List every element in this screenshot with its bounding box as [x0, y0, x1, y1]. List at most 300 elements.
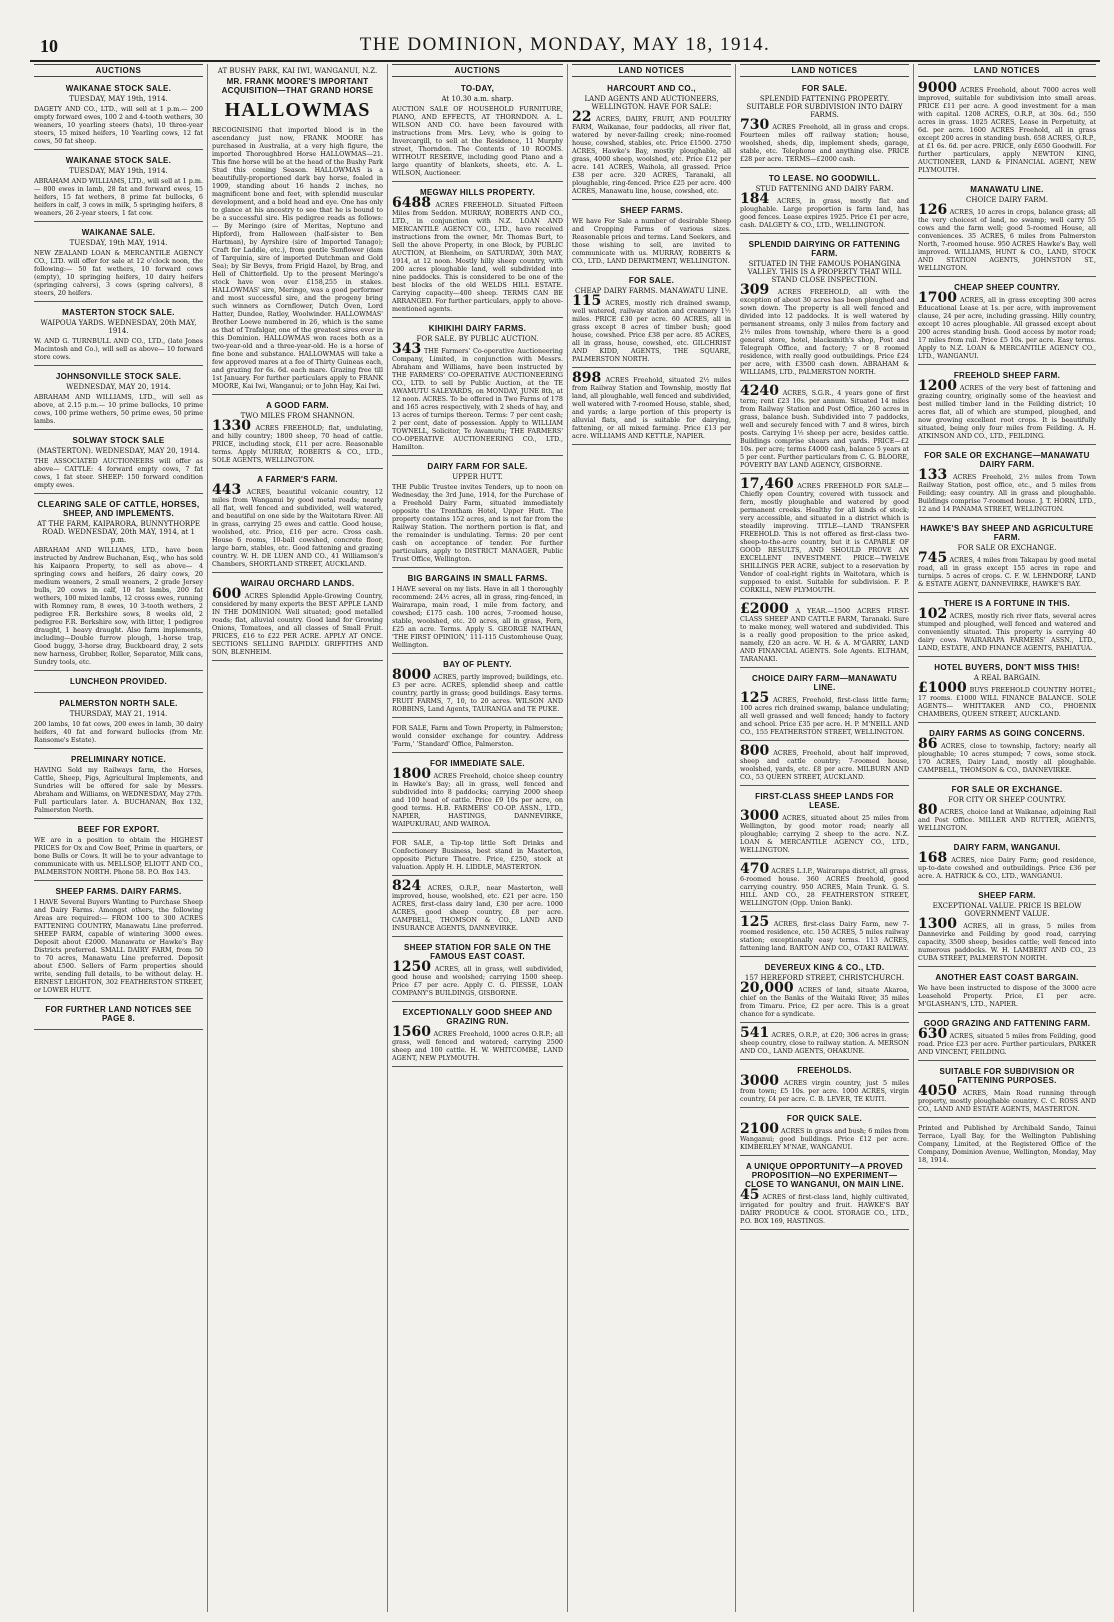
ad-body	[918, 606, 1096, 652]
columns	[30, 64, 1100, 1612]
acreage-figure: £2000	[740, 601, 789, 617]
ad-subtitle: 157 HEREFORD STREET, CHRISTCHURCH.	[744, 974, 905, 982]
ad-title: DAIRY FARM FOR SALE.	[427, 462, 528, 471]
ad-title: LUNCHEON PROVIDED.	[70, 677, 167, 686]
ad-title: SHEEP STATION FOR SALE ON THE FAMOUS EAST COAST.	[404, 943, 551, 961]
ad-body	[392, 585, 563, 649]
ad-title: MANAWATU LINE.	[970, 185, 1044, 194]
acreage-figure: 184	[740, 191, 770, 207]
ad-title: WAIKANAE SALE.	[81, 228, 156, 237]
classified-advert	[918, 521, 1096, 593]
ad-subtitle: EXCEPTIONAL VALUE. PRICE IS BELOW GOVERNMENT VALUE.	[932, 902, 1082, 918]
ad-title: FOR QUICK SALE.	[786, 1114, 863, 1123]
ad-text: ACRES, situated about 25 miles from Wellington, by good motor road; nearly all ploughable; carrying 2 sheep to the acre. N.Z. LOAN & MERCANTILE AGENCY CO., LTD., WELLINGTON.	[740, 814, 909, 854]
ad-body	[34, 766, 203, 814]
ad-text: ACRES Freehold, situated 2½ miles from Railway Station and Township, mostly flat land, all ploughable, well fenced and subdivided, well watered with 7-roomed House, stable, shed, and yards; a large portion of this property is alluvial flats, and is suitable for dairying, fattening, or all mixed farming. Price £13 per acre. WILLIAMS AND KETTLE, NAPIER.	[572, 376, 731, 440]
ad-text: ACRES, first-class Dairy Farm, new 7-roomed residence, etc. 150 ACRES, 5 miles railway station; exceptionally easy terms. 113 ACRES, fattening land. BARTON AND CO., OTAKI RAILWAY.	[740, 920, 909, 952]
ad-body	[740, 690, 909, 736]
ad-title: SPLENDID DAIRYING OR FATTENING FARM.	[748, 240, 901, 258]
ad-text: ACRES Splendid Apple-Growing Country, considered by many experts the BEST APPLE LAND IN THE DOMINION. Well situated; good metalled roads; flat, alluvial country. Good land for Growing Onions, Tomatoes, and all classes of Small Fruit. PRICES, £16 to £22 PER ACRE. APPLY AT ONCE. SECTIONS SELLING RAPIDLY. GRIFFITHS AND SON, BLENHEIM.	[212, 592, 383, 656]
acreage-figure: 443	[212, 482, 242, 498]
acreage-figure: 168	[918, 850, 948, 866]
page-number: 10	[40, 36, 58, 56]
section-heading: LAND NOTICES	[740, 64, 909, 77]
classified-advert	[392, 940, 563, 1002]
classified-advert	[918, 970, 1096, 1013]
ad-text: ACRES of the very best of fattening and grazing country, originally some of the heaviest and best milled timber land in the Feilding district; 10 acres flat, all of which are stumped, ploughed, and now growing excellent root crops. It is beautifully situated, being only four miles from Feilding. A. H. ATKINSON AND CO., LTD., FEILDING.	[918, 384, 1096, 440]
classified-advert	[918, 1121, 1096, 1169]
classified-advert	[392, 756, 563, 833]
classified-advert	[918, 368, 1096, 445]
ad-text: ACRES Freehold, 1000 acres O.R.P.; all grass, well fenced and watered; carrying 2500 sheep and 100 cattle. H. W. WHITCOMBE, LAND AGENT, NEW PLYMOUTH.	[392, 1030, 563, 1062]
ad-text: ACRES, 4 miles from Takapau by good metal road, all in grass except 155 acres in rape and turnips. 5 acres of crops. C. F. W. LEHNDORF, LAND & ESTATE AGENT, DANNEVIRKE, HAWKE'S BAY.	[918, 556, 1096, 588]
classified-advert	[34, 674, 203, 693]
ad-title: PRELIMINARY NOTICE.	[70, 755, 167, 764]
acreage-figure: 470	[740, 861, 770, 877]
ad-title: MASTERTON STOCK SALE.	[62, 308, 175, 317]
classified-advert	[740, 915, 909, 957]
classified-advert	[34, 1002, 203, 1030]
ad-text: ACRES FREEHOLD. Situated Fifteen Miles from Seddon. MURRAY, ROBERTS AND CO., LTD., in conjunction with N.Z. LOAN AND MERCANTILE AGENCY CO., LTD., have received instructions from the owner, Mr. Thomas Burt, to Sell the above Property, in one Block, by PUBLIC AUCTION, at Blenheim, on SATURDAY, 30th MAY, 1914, at 12 noon. Mostly hilly sheep country, with 200 acres ploughable land, well subdivided into nine paddocks. This is considered to be one of the best blocks of the old WELDS HILL ESTATE. Carrying capacity—400 sheep. TERMS CAN BE ARRANGED. For further particulars, apply to above-mentioned agents.	[392, 201, 563, 313]
ad-body	[34, 177, 203, 217]
ad-body	[918, 680, 1096, 718]
ad-body	[572, 370, 731, 440]
classified-advert	[740, 671, 909, 741]
classified-advert	[212, 398, 383, 469]
ad-text: ACRES FREEHOLD; flat, undulating, and hilly country; 1800 sheep, 70 head of cattle. PRICE, including stock, £11 per acre. Reasonable terms. Apply MURRAY, ROBERTS & CO., LTD., SOLE AGENTS, WELLINGTON.	[212, 424, 383, 464]
acreage-figure: 17,460	[740, 476, 794, 492]
ad-text: ACRES, all in grass, well subdivided, good house and woolshed; carrying 1500 sheep. Price £7 per acre. Apply C. G. PIESSE, LOAN COMPANY'S BUILDINGS, GISBORNE.	[392, 965, 563, 997]
ad-text: THE Public Trustee invites Tenders, up to noon on Wednesday, the 3rd June, 1914, for the Purchase of a Freehold Dairy Farm, situated immediately opposite the Trentham Hotel, Upper Hutt. The property contains 152 acres, and is not far from the Railway Station. The northern portion is flat, and the remainder is undulating. Terms: 20 per cent cash on acceptance of tender. For further particulars, apply to DISTRICT MANAGER, Public Trust Office, Wellington.	[392, 483, 563, 563]
classified-advert	[34, 225, 203, 302]
ad-text: ACRES, beautiful volcanic country, 12 miles from Wanganui by good metal roads; nearly all flat, well fenced and subdivided, well watered, and beautiful on one side by the Waitotara River. All in grass, carrying 25 ewes and cattle. Good house, woolshed, etc. Price, £16 per acre. Cross cash. House 6 rooms, 10-ball cowshed, concrete floor, large barn, stables, etc. Good fattening and grazing country. W. H. DE LUEN AND CO., 41 Williamson's Chambers, SHORTLAND STREET, AUCKLAND.	[212, 488, 383, 568]
ad-text: ACRES Freehold, about 7000 acres well improved, suitable for subdivision into small areas. PRICE £11 per acre. A good investment for a man with capital. 1208 ACRES, O.R.P., at 30s. 6d.; 550 acres in grass. 1025 ACRES, Lease in Perpetuity, at 6d. per acre. 1600 ACRES Freehold, all in grass except 200 acres in standing bush. 658 ACRES, O.R.P., at £1 6s. 6d. per acre. PRICE, only £650 Goodwill. For further particulars, apply NEWTON KING, AUCTIONEER, LAND & FINANCIAL AGENT, NEW PLYMOUTH.	[918, 86, 1096, 174]
ad-body	[740, 980, 909, 1018]
ad-title: DAIRY FARMS AS GOING CONCERNS.	[929, 729, 1085, 738]
classified-advert	[740, 744, 909, 786]
ad-title: DEVEREUX KING & CO., LTD.	[764, 963, 885, 972]
ad-title: A UNIQUE OPPORTUNITY—A PROVED PROPOSITION—NO EXPERIMENT—CLOSE TO WANGANUI, ON MAIN LINE.	[745, 1162, 904, 1189]
ad-subtitle: LAND AGENTS AND AUCTIONEERS, WELLINGTON. HAVE FOR SALE:	[584, 95, 719, 111]
ad-title: WAIKANAE STOCK SALE.	[65, 84, 172, 93]
ad-subtitle: TUESDAY, MAY 19th, 1914.	[69, 95, 168, 103]
ad-text: Printed and Published by Archibald Sando, Tainui Terrace, Lyall Bay, for the Wellington Publishing Company, Limited, at the Registered Office of the Company, Dominion Avenue, Wellington, Monday, May 18, 1914.	[918, 1124, 1096, 1164]
acreage-figure: 125	[740, 690, 770, 706]
ad-body	[918, 80, 1096, 174]
acreage-figure: 1700	[918, 290, 957, 306]
ad-title: FREEHOLD SHEEP FARM.	[953, 371, 1061, 380]
ad-title: FIRST-CLASS SHEEP LANDS FOR LEASE.	[755, 792, 894, 810]
classified-advert	[392, 81, 563, 182]
classified-advert	[34, 884, 203, 999]
section-heading: LAND NOTICES	[918, 64, 1096, 77]
ad-body: RECOGNISING that imported blood is in the ascendancy just now, FRANK MOORE has purchased in Australia, at a very high figure, the imported Thoroughbred Horse HALLOWMAS—21. This fine horse will be at the head of the Bushy Park Stud this coming Season. HALLOWMAS is a beautifully-proportioned dark bay horse, foaled in 1909, standing about 16 hands 2 inches, no magnificent bone and feet, with splendid muscular development, and a bold head and eye. One has only to glance at his ancestry to see that he is bound to be a successful sire. His pedigree reads as follows:— By Meringo (sire of Meritas, Neptuno and Hipford), from Halloween (half-sister to Ben Hartman), by Ayrshire (sire of Imported Tanago); Craft for Laddie, etc.), from gentle Sunflower (dam of Tarquinia, sire of imported Dutchman and Gold Sea); by Sir Bevys, from Frigid Hazel, by Brag, and Hell of Chitterfield. Up to the present Meringo's stock have won over £158,255 in stakes. HALLOWMAS' sire, Meringo, was a good performer and most successful sire, and the progeny bring such winners as Cornflower, Dutch Oven, Lord Hatter, Dundee, Ratley, Woolwinder. HALLOWMAS' Brother Loewe numbered in 26, which is the same as that of Trafalgar, one of the greatest sires ever in this Dominion. HALLOWMAS won races both as a two-year-old and a three-year-old. He is a horse of fine bone and substance. HALLOWMAS will take a few approved mares at a fee of Thirty Guineas each, and grazing for 6s. 6d. each mare. Grazing free till 1st January. For further particulars apply to FRANK MOORE, Kai Iwi, Wanganui; or to John Hay, Kai Iwi.	[212, 126, 383, 390]
acreage-figure: 115	[572, 293, 602, 309]
ad-subtitle: TWO MILES FROM SHANNON.	[240, 412, 355, 420]
ad-subtitle: CHOICE DAIRY FARM.	[966, 196, 1048, 204]
ad-title: FREEHOLDS.	[797, 1066, 852, 1075]
classified-advert	[740, 1026, 909, 1060]
ad-text: DAGETY AND CO., LTD., will sell at 1 p.m.— 200 empty forward ewes, 100 2 and 4-tooth wethers, 30 weaners, 10 yearling steers (hats), 10 three-year steers, 15 mixed heifers, 10 Yearling cows, 12 fat cows, 50 fat sheep.	[34, 105, 203, 145]
ad-subtitle: STUD FATTENING AND DAIRY FARM.	[755, 185, 894, 193]
classified-advert	[392, 1005, 563, 1067]
ad-title: CHOICE DAIRY FARM—MANAWATU LINE.	[752, 674, 897, 692]
ad-title: JOHNSONVILLE STOCK SALE.	[55, 372, 182, 381]
ad-text: WE are in a position to obtain the HIGHEST PRICES for Ox and Cow Beef, Prime in quarters, or bone Bulls or Cows. It will be to your advantage to communicate with us. MELLSOP, ELIOTT AND CO., PALMERSTON NORTH. Phone 58. P.O. Box 143.	[34, 836, 203, 876]
ad-body	[572, 217, 731, 265]
ad-body	[34, 337, 203, 361]
classified-advert	[34, 822, 203, 881]
acreage-figure: 541	[740, 1025, 770, 1041]
classified-advert	[34, 497, 203, 671]
hallowmas-advert	[212, 64, 383, 395]
ad-text: ACRES of land, situate Akaroa, chief on the Banks of the Waitaki River, 35 miles from Timaru. Price, £2 per acre. This is a great chance for a syndicate.	[740, 986, 909, 1018]
acreage-figure: 630	[918, 1026, 948, 1042]
ad-body	[572, 109, 731, 195]
ad-body	[918, 984, 1096, 1008]
ad-body	[740, 282, 909, 376]
column-land-notices-3	[914, 64, 1100, 1612]
acreage-figure: 125	[740, 914, 770, 930]
classified-advert	[212, 576, 383, 661]
ad-title: PALMERSTON NORTH SALE.	[59, 699, 178, 708]
classified-advert	[740, 789, 909, 859]
ad-text: ACRES L.I.P., Wairarapa district, all grass, 6-roomed house. 360 ACRES freehold, good carrying country. 950 ACRES, Main Trunk. G. S. HILL AND CO., 28 FEATHERSTON STREET, WELLINGTON (Opp. Union Bank).	[740, 867, 909, 907]
ad-title: SHEEP FARM.	[978, 891, 1036, 900]
ad-text: ACRES, Freehold, first-class little farm; 100 acres rich drained swamp, balance undulating; all well grassed and well fenced; handy to factory and school. Price £35 per acre. H. P. M'NEILL AND CO., 155 FEATHERSTON STREET, WELLINGTON.	[740, 696, 909, 736]
ad-text: I HAVE several on my lists. Have in all 1 thoroughly recommend: 24½ acres, all in grass, ring-fenced, in Wairarapa, main road, 1 mile from factory, and cowshed; £175 cash. 100 acres, 7-roomed house, stable, woolshed, etc. 20 acres, all in grass, Fern, £25 an acre. Terms. Apply S. GEORGE NATHAN, 'THE FIRST OPINION,' 111-115 Customhouse Quay, Wellington.	[392, 585, 563, 649]
classified-advert	[392, 836, 563, 876]
ad-body	[34, 249, 203, 297]
ad-text: ABRAHAM AND WILLIAMS, LTD., have been instructed by Andrew Buchanan, Esq., who has sold his Kaipaora Property, to sell as above— 4 springing cows and heifers, 26 dairy cows, 20 medium weaners, 2 small weaners, 2 grade Jersey bulls, 20 cows in calf, 10 fat lambs, 200 fat wethers, 100 mixed lambs, 12 crosss ewes, running with Romney ram, 8 ewes, 10 3-tooth wethers, 2 pedigree F.R. Berkshire sows, 8 weeks old, 2 pedigree F.R. Berkshire sow, with litter, 1 pedigree draught, 1 heavy draught. Also farm implements, including—Double furrow plough, 1-horse trap, Good buggy, 3-horse dray, Buckboard dray, 2 sets new harness, Grubber, Roller, Separator, Milk cans, Sundry tools, etc.	[34, 546, 203, 666]
section-heading: LAND NOTICES	[572, 64, 731, 77]
classified-advert	[918, 280, 1096, 365]
classified-advert	[740, 1159, 909, 1230]
ad-title: WAIKANAE STOCK SALE.	[65, 156, 172, 165]
ad-title: FOR SALE OR EXCHANGE.	[951, 785, 1063, 794]
ad-title: ANOTHER EAST COAST BARGAIN.	[935, 973, 1079, 982]
ad-title: DAIRY FARM, WANGANUI.	[953, 843, 1061, 852]
ad-text: ACRES Freehold, all in grass and crops. Fourteen miles off railway station; house, woolshed, sheds, dip, implement sheds, garage, stable, etc. Telephone and anything else. PRICE £28 per acre. TERMS—£2000 cash.	[740, 123, 909, 163]
ad-subtitle: FOR CITY OR SHEEP COUNTRY.	[948, 796, 1066, 804]
ad-text: ACRES, partly improved; buildings, etc. £3 per acre. ACRES, splendid sheep and cattle country, partly in grass; good buildings. Easy terms. FRUIT FARMS, 7, 10, to 20 acres. WILSON AND ROBBINS, Land Agents, TAURANGA and TE PUKE.	[392, 673, 563, 713]
classified-advert	[392, 459, 563, 568]
ad-text: ABRAHAM AND WILLIAMS, LTD., will sell as above, at 2.15 p.m.— 10 prime bullocks, 10 prime cows, 100 prime wethers, 50 prime ewes, 50 prime lambs.	[34, 393, 203, 425]
ad-title: FOR SALE OR EXCHANGE—MANAWATU DAIRY FARM.	[924, 451, 1090, 469]
ad-body	[918, 550, 1096, 588]
classified-advert	[918, 81, 1096, 179]
ad-text: ACRES, close to township, factory; nearly all ploughable; 10 acres stumped; 7 cows, some stock. 170 ACRES, Dairy Land, mostly all ploughable. CAMPBELL, THOMSON & CO., DANNEVIRKE.	[918, 742, 1096, 774]
classified-advert	[34, 81, 203, 150]
ad-title: WAIRAU ORCHARD LANDS.	[240, 579, 355, 588]
ad-title: SOLWAY STOCK SALE	[72, 436, 165, 445]
acreage-figure: 80	[918, 802, 938, 818]
classified-advert	[392, 185, 563, 318]
classified-advert	[918, 1016, 1096, 1061]
ad-subtitle: FOR SALE OR EXCHANGE.	[957, 544, 1057, 552]
classified-advert	[392, 321, 563, 456]
ad-subtitle: (MASTERTON). WEDNESDAY, MAY 20, 1914.	[36, 447, 201, 455]
ad-subtitle: TUESDAY, MAY 19th, 1914.	[69, 167, 168, 175]
ad-text: ACRES, O.R.P., at £20; 306 acres in grass; sheep country, close to railway station. A. MERSON AND CO., LAND AGENTS, OHAKUNE.	[740, 1031, 909, 1055]
acreage-figure: 6488	[392, 195, 431, 211]
ad-text: ACRES FREEHOLD, all with the exception of about 30 acres has been ploughed and sown down. The property is all well fenced and divided into 12 paddocks. It is well watered by permanent streams, only 3 miles from factory and 2½ miles from township, where there is a good general store, hotel, blacksmith's shop, Post and Telegraph Office, and factory; 7 or 8 roomed residence, with really good outbuildings. Price £24 per acre, with £3500 cash down. ABRAHAM & WILLIAMS, LTD., PALMERSTON NORTH.	[740, 288, 909, 376]
ad-text: ACRES, Main Road running through property, mostly ploughable country. C. C. ROSS AND CO., LAND AND ESTATE AGENTS, MASTERTON.	[918, 1089, 1096, 1113]
classified-advert	[740, 171, 909, 234]
ad-subtitle: SPLENDID FATTENING PROPERTY. SUITABLE FOR SUBDIVISION INTO DAIRY FARMS.	[746, 95, 903, 119]
ad-body	[918, 378, 1096, 440]
classified-advert	[740, 477, 909, 599]
ad-body	[740, 914, 909, 952]
classified-advert	[918, 660, 1096, 723]
acreage-figure: 3000	[740, 808, 779, 824]
ad-text: ACRES, choice land at Waikanae, adjoining Rail and Post Office. MILLER AND RUTTER, AGENTS, WELLINGTON.	[918, 808, 1096, 832]
ad-subtitle: A REAL BARGAIN.	[973, 674, 1041, 682]
acreage-figure: 8000	[392, 667, 431, 683]
ad-body	[918, 202, 1096, 272]
ad-title: FOR SALE.	[628, 276, 675, 285]
classified-advert	[392, 721, 563, 753]
ad-body	[34, 105, 203, 145]
ad-title: BIG BARGAINS IN SMALL FARMS.	[407, 574, 548, 583]
classified-advert	[740, 1111, 909, 1156]
ad-body	[392, 195, 563, 313]
classified-advert	[572, 203, 731, 270]
ad-text: ACRES, situated 5 miles from Feilding, good road. Price £23 per acre. Further particulars, PARKER AND VINCENT, FEILDING.	[918, 1032, 1096, 1056]
ad-location: AT BUSHY PARK, KAI IWI, WANGANUI, N.Z.	[217, 67, 378, 75]
ad-text: AUCTION SALE OF HOUSEHOLD FURNITURE, PIANO, AND EFFECTS, AT THORNDON. A. L. WILSON AND CO. have been favoured with instructions from Mrs. Levy, who is going to Invercargill, to sell at the Residence, 11 Murphy street, Thorndon. The Contents of 10 ROOMS. WITHOUT RESERVE, including good Piano and a large quantity of blankets, sheets, etc. A. L. WILSON, Auctioneer.	[392, 105, 563, 177]
ad-text: ACRES Freehold, choice sheep country in Hawke's Bay; all in grass, well fenced and subdivided into 8 paddocks; carrying 2000 sheep and 100 head of cattle. Price £9 10s per acre, on good terms. H.B. FARMERS' CO-OP. ASSN., LTD., NAPIER, HASTINGS, DANNEVIRKE, WAIPUKURAU, AND WAIROA.	[392, 772, 563, 828]
classified-advert	[34, 696, 203, 749]
ad-body	[392, 839, 563, 871]
column-auctions-2	[388, 64, 568, 1612]
ad-body	[34, 457, 203, 489]
classified-advert	[34, 153, 203, 222]
ad-body	[212, 586, 383, 656]
classified-advert	[572, 81, 731, 200]
classified-advert	[740, 602, 909, 668]
ad-body	[740, 476, 909, 594]
ad-subtitle: THURSDAY, MAY 21, 1914.	[69, 710, 168, 718]
ad-title: CHEAP SHEEP COUNTRY.	[954, 283, 1060, 292]
ad-subtitle: SITUATED IN THE FAMOUS POHANGINA VALLEY. THIS IS A PROPERTY THAT WILL STAND CLOSE INSPECTION.	[747, 260, 902, 284]
ad-body	[392, 724, 563, 748]
classified-advert	[918, 888, 1096, 967]
acreage-figure: 898	[572, 370, 602, 386]
classified-advert	[572, 273, 731, 368]
classified-advert	[740, 862, 909, 912]
classified-advert	[918, 448, 1096, 518]
ad-text: We have been instructed to dispose of the 3000 acre Leasehold Property. Price, £1 per acre. M'GLASHAN'S, LTD., NAPIER.	[918, 984, 1096, 1008]
acreage-figure: 1330	[212, 418, 251, 434]
classified-advert	[34, 305, 203, 366]
ad-text: HAVING Sold my Railways farm, the Horses, Cattle, Sheep, Pigs, Agricultural Implements, and Sundries will be offered for sale by Messrs. Abraham and Williams, on WEDNESDAY, May 27th. Full particulars later. A. BUCHANAN, Box 132, Palmerston North.	[34, 766, 203, 814]
acreage-figure: 1300	[918, 916, 957, 932]
ad-subtitle: FOR SALE. BY PUBLIC AUCTION.	[416, 335, 539, 343]
ad-title: FOR IMMEDIATE SALE.	[430, 759, 525, 768]
ad-subtitle: TUESDAY, 19th MAY, 1914.	[69, 239, 168, 247]
ad-text: ACRES, S.G.R., 4 years gone of first term; rent £23 10s. per annum. Situated 14 miles from Railway Station and Post Office, 260 acres in grass, balance bush. Subdivided into 7 paddocks, well and securely fenced with 7 and 8 wires, birch posts. Carrying 1½ sheep per acre, besides cattle. Buildings comprise shears and yards. PRICE—£2 10s. per acre; terms £4000 cash, balance 5 years at 5 per cent. Further particulars from C. G. BLOORE, POVERTY BAY LAND AGENCY, GISBORNE.	[740, 389, 909, 469]
ad-body	[740, 383, 909, 469]
ad-body	[34, 720, 203, 744]
classified-advert	[392, 571, 563, 654]
ad-body	[918, 802, 1096, 832]
ad-body	[918, 736, 1096, 774]
acreage-figure: 1560	[392, 1024, 431, 1040]
ad-text: ACRES in grass and bush; 6 miles from Wanganui; good buildings. Price £12 per acre. KIMBERLEY M'NAE, WANGANUI.	[740, 1127, 909, 1151]
classified-advert	[212, 472, 383, 573]
classified-advert	[740, 384, 909, 474]
acreage-figure: 309	[740, 282, 770, 298]
acreage-figure: 86	[918, 736, 938, 752]
ad-title: CLEARING SALE OF CATTLE, HORSES, SHEEP, AND IMPLEMENTS.	[37, 500, 200, 518]
classified-advert	[392, 879, 563, 937]
ad-body	[740, 191, 909, 229]
ad-body	[918, 850, 1096, 880]
ad-body	[212, 482, 383, 568]
acreage-figure: 824	[392, 878, 422, 894]
ad-text: ACRES, O.R.P., near Masterton, well improved, house, woolshed, etc. £21 per acre. 150 ACRES, first-class dairy land, £30 per acre. 1000 ACRES, good sheep country, £8 per acre. CAMPBELL, THOMSON & CO., LAND AND INSURANCE AGENTS, DANNEVIRKE.	[392, 884, 563, 932]
ad-title: THERE IS A FORTUNE IN THIS.	[943, 599, 1071, 608]
acreage-figure: 9000	[918, 80, 957, 96]
acreage-figure: £1000	[918, 680, 967, 696]
acreage-figure: 126	[918, 202, 948, 218]
classified-advert	[34, 752, 203, 819]
acreage-figure: 343	[392, 341, 422, 357]
ad-body	[918, 1083, 1096, 1113]
ad-title: KIHIKIHI DAIRY FARMS.	[428, 324, 527, 333]
ad-body	[392, 341, 563, 451]
acreage-figure: 730	[740, 117, 770, 133]
section-heading: AUCTIONS	[34, 64, 203, 77]
ad-body	[34, 898, 203, 994]
classified-advert	[34, 369, 203, 430]
classified-advert	[572, 371, 731, 445]
ad-body	[212, 418, 383, 464]
ad-text: W. AND G. TURNBULL AND CO., LTD., (late Jones Macintosh and Co.), will sell as above— 10 forward store cows.	[34, 337, 203, 361]
ad-title: A GOOD FARM.	[266, 401, 329, 410]
ad-body	[34, 546, 203, 666]
ad-text: ACRES, nice Dairy Farm; good residence, up-to-date cowshed and outbuildings. Price £36 per acre. A. HATRICK & CO., LTD., WANGANUI.	[918, 856, 1096, 880]
classified-advert	[392, 657, 563, 718]
classified-advert	[918, 596, 1096, 657]
ad-body	[572, 293, 731, 363]
ad-text: A YEAR.—1500 ACRES FIRST-CLASS SHEEP AND CATTLE FARM, Taranaki. Sure to make money, well watered and subdivided. This is a really good proposition to the price asked, namely, £20 an acre. W. H. & A. M'GARRY, LAND AND FINANCIAL AGENTS. Sole Agents. ELTHAM, TARANAKI.	[740, 607, 909, 663]
ad-subtitle: CHEAP DAIRY FARMS. MANAWATU LINE.	[575, 287, 728, 295]
ad-title: SUITABLE FOR SUBDIVISION OR FATTENING PURPOSES.	[939, 1067, 1075, 1085]
ad-title: GOOD GRAZING AND FATTENING FARM.	[923, 1019, 1091, 1028]
classified-advert	[918, 1064, 1096, 1118]
ad-body	[392, 766, 563, 828]
ad-title: BAY OF PLENTY.	[443, 660, 512, 669]
ad-body	[918, 1124, 1096, 1164]
ad-text: NEW ZEALAND LOAN & MERCANTILE AGENCY CO., LTD. will offer for sale at 12 o'clock noon, the following:— 50 fat wethers, 10 forward cows (empty), 10 springing heifers, 10 dairy heifers (springing calvers), 3 cows (spring calvers), 8 steers, 20 heifers.	[34, 249, 203, 297]
classified-advert	[34, 433, 203, 494]
ad-title: MEGWAY HILLS PROPERTY.	[419, 188, 536, 197]
ad-title: EXCEPTIONALLY GOOD SHEEP AND GRAZING RUN.	[402, 1008, 553, 1026]
ad-text: ACRES of first-class land, highly cultivated, irrigated for poultry and fruit. HAWKE'S BAY DAIRY PRODUCE & COOL STORAGE CO., LTD., P.O. BOX 169, HASTINGS.	[740, 1193, 909, 1225]
ad-title: TO-DAY,	[460, 84, 495, 93]
ad-text: THE ASSOCIATED AUCTIONEERS will offer as above— CATTLE: 4 forward empty cows, 7 fat cows, 1 fat steer. SHEEP: 150 forward condition empty ewes.	[34, 457, 203, 489]
ad-title: MR. FRANK MOORE'S IMPORTANT ACQUISITION—THAT GRAND HORSE	[221, 77, 374, 95]
classified-advert	[740, 960, 909, 1023]
acreage-figure: 102	[918, 606, 948, 622]
ad-body	[740, 1025, 909, 1055]
ad-text: ACRES, all in grass excepting 300 acres Educational Lease at 1s. per acre, with improvement clause, 24 per acre, including grassing. Hilly country, except 10 acres ploughable. All grassed except about 200 acres standing bush. Good access by motor road; 17 miles from rail. Price £5 10s. per acre. Easy terms. Apply to N.Z. LOAN & MERCANTILE AGENCY CO., LTD., WANGANUI.	[918, 296, 1096, 360]
ad-text: ACRES, DAIRY, FRUIT, AND POULTRY FARM, Waikanae, four paddocks, all river flat, watered by never-failing creek; nine-roomed house, cowshed, stables, etc. Price £1500. 2750 ACRES, Hawke's Bay, mostly ploughable, all grass, 4000 sheep, woolshed, etc. Price £12 per acre. 141 ACRES, Waihola, all grassed. Price £38 per acre. 320 ACRES, Taranaki, all ploughable, ring-fenced. Price £25 per acre. 400 ACRES, Manawatu line, house, cowshed, etc.	[572, 115, 731, 195]
column-auctions	[30, 64, 208, 1612]
ad-title: FOR SALE.	[801, 84, 848, 93]
acreage-figure: 22	[572, 109, 592, 125]
classified-advert	[918, 726, 1096, 779]
ad-body	[740, 1187, 909, 1225]
ad-body	[740, 861, 909, 907]
classified-advert	[740, 81, 909, 168]
classified-advert	[918, 840, 1096, 885]
ad-text: ACRES, in grass, mostly flat and ploughable. Large proportion is farm land, has good fences. Lease expires 1925. Price £1 per acre, cash. DALGETY & CO., LTD., WELLINGTON.	[740, 197, 909, 229]
ad-subtitle: At 10.30 a.m. sharp.	[441, 95, 514, 103]
ad-subtitle: AT THE FARM, KAIPARORA, BUNNYTHORPE ROAD. WEDNESDAY, 20th MAY, 1914, at 1 p.m.	[36, 520, 201, 544]
ad-body	[740, 1121, 909, 1151]
ad-text: ABRAHAM AND WILLIAMS, LTD., will sell at 1 p.m.— 800 ewes in lamb, 28 fat and forward ewes, 15 heifers, 15 fat wethers, 8 prime fat bullocks, 6 heifers in calf, 3 cows in milk, 5 springing heifers, 8 weaners, 26 2-year steers, 1 fat cow.	[34, 177, 203, 217]
ad-body	[392, 483, 563, 563]
column-land-notices-2	[736, 64, 914, 1612]
ad-body	[392, 667, 563, 713]
ad-body	[392, 878, 563, 932]
acreage-figure: 600	[212, 586, 242, 602]
ad-subtitle: WEDNESDAY, MAY 20, 1914.	[66, 383, 171, 391]
ad-text: WE have For Sale a number of desirable Sheep and Cropping Farms of various sizes. Reasonable prices and terms. Land Seekers, and those wishing to sell, are invited to communicate with us. MURRAY, ROBERTS & CO., LTD., LAND DEPARTMENT, WELLINGTON.	[572, 217, 731, 265]
acreage-figure: 4240	[740, 383, 779, 399]
ad-title: BEEF FOR EXPORT.	[77, 825, 160, 834]
acreage-figure: 3000	[740, 1073, 779, 1089]
acreage-figure: 1250	[392, 959, 431, 975]
newspaper-title: THE DOMINION, MONDAY, MAY 18, 1914.	[359, 34, 771, 55]
ad-text: I HAVE Several Buyers Wanting to Purchase Sheep and Dairy Farms. Amongst others, the following Areas are required:— FROM 100 to 300 ACRES FATTENING COUNTRY, Manawatu Line preferred. SHEEP FARM, capable of wintering 3000 ewes. Deposit about £2000. Manawatu or Hawke's Bay Districts preferred. SMALL DAIRY FARM, from 50 to 70 acres, Manawatu Line preferred. Deposit about £500. Sellers of Farm properties should write, sending full details, to be without delay. H. ERNEST LEIGHTON, 302 FEATHERSTON STREET, or LOWER HUTT.	[34, 898, 203, 994]
masthead	[30, 30, 1100, 62]
ad-text: ACRES virgin country, just 5 miles from town; £5 10s. per acre. 1000 ACRES, virgin country, £4 per acre. C. B. LEVER, TE KUITI.	[740, 1079, 909, 1103]
ad-title: FOR FURTHER LAND NOTICES SEE PAGE 8.	[45, 1005, 192, 1023]
ad-title: TO LEASE. NO GOODWILL.	[768, 174, 881, 183]
acreage-figure: 1800	[392, 766, 431, 782]
column-land-notices-1	[568, 64, 736, 1612]
ad-body	[918, 1026, 1096, 1056]
ad-title: HOTEL BUYERS, DON'T MISS THIS!	[934, 663, 1080, 672]
acreage-figure: 745	[918, 550, 948, 566]
ad-text: ACRES, Freehold, about half improved, sheep and cattle country; 7-roomed house, woolshed, yards, etc. £8 per acre. MILBURN AND CO., 53 QUEEN STREET, AUCKLAND.	[740, 749, 909, 781]
ad-body	[392, 959, 563, 997]
ad-title: HARCOURT AND CO.,	[607, 84, 696, 93]
ad-subtitle: UPPER HUTT.	[452, 473, 503, 481]
acreage-figure: 133	[918, 467, 948, 483]
ad-body	[918, 467, 1096, 513]
ad-body	[34, 836, 203, 876]
ad-text: BUYS FREEHOLD COUNTRY HOTEL; 17 rooms. £1000 WILL FINANCE BALANCE. SOLE AGENTS— WHITTAKER AND CO., PHOENIX CHAMBERS, QUEEN STREET, AUCKLAND.	[918, 686, 1096, 718]
acreage-figure: 2100	[740, 1121, 779, 1137]
classified-advert	[740, 1063, 909, 1108]
column-hallowmas	[208, 64, 388, 1612]
acreage-figure: 800	[740, 743, 770, 759]
ad-text: FOR SALE, Farm and Town Property, in Palmerston; would consider exchange for country. Address 'Farm,' 'Standard' Office, Palmerston.	[392, 724, 563, 748]
acreage-figure: 45	[740, 1187, 760, 1203]
ad-text: ACRES FREEHOLD FOR SALE—Chiefly open Country, covered with tussock and fern, mostly ploughable and watered by good permanent creeks. Healthy for all kinds of stock; very accessible, and situated in a district which is steadily improving. TITLE—LAND TRANSFER FREEHOLD. This is not offered as first-class two-sheep-to-the-acre country, but it is CAPABLE OF GOOD RESULTS, AND SHOULD PROVE AN EXCELLENT INVESTMENT. PRICE—TWELVE SHILLINGS PER ACRE, subject to a reservation by Vendor of coal-right rights in Waitotara, which is supposed to exist. Suitable for subdivision. F. P. CORKILL, NEW PLYMOUTH.	[740, 482, 909, 594]
section-heading: AUCTIONS	[392, 64, 563, 77]
ad-body	[740, 743, 909, 781]
ad-title: A FARMER'S FARM.	[257, 475, 338, 484]
ad-body	[918, 916, 1096, 962]
ad-body	[740, 1073, 909, 1103]
ad-body	[740, 808, 909, 854]
